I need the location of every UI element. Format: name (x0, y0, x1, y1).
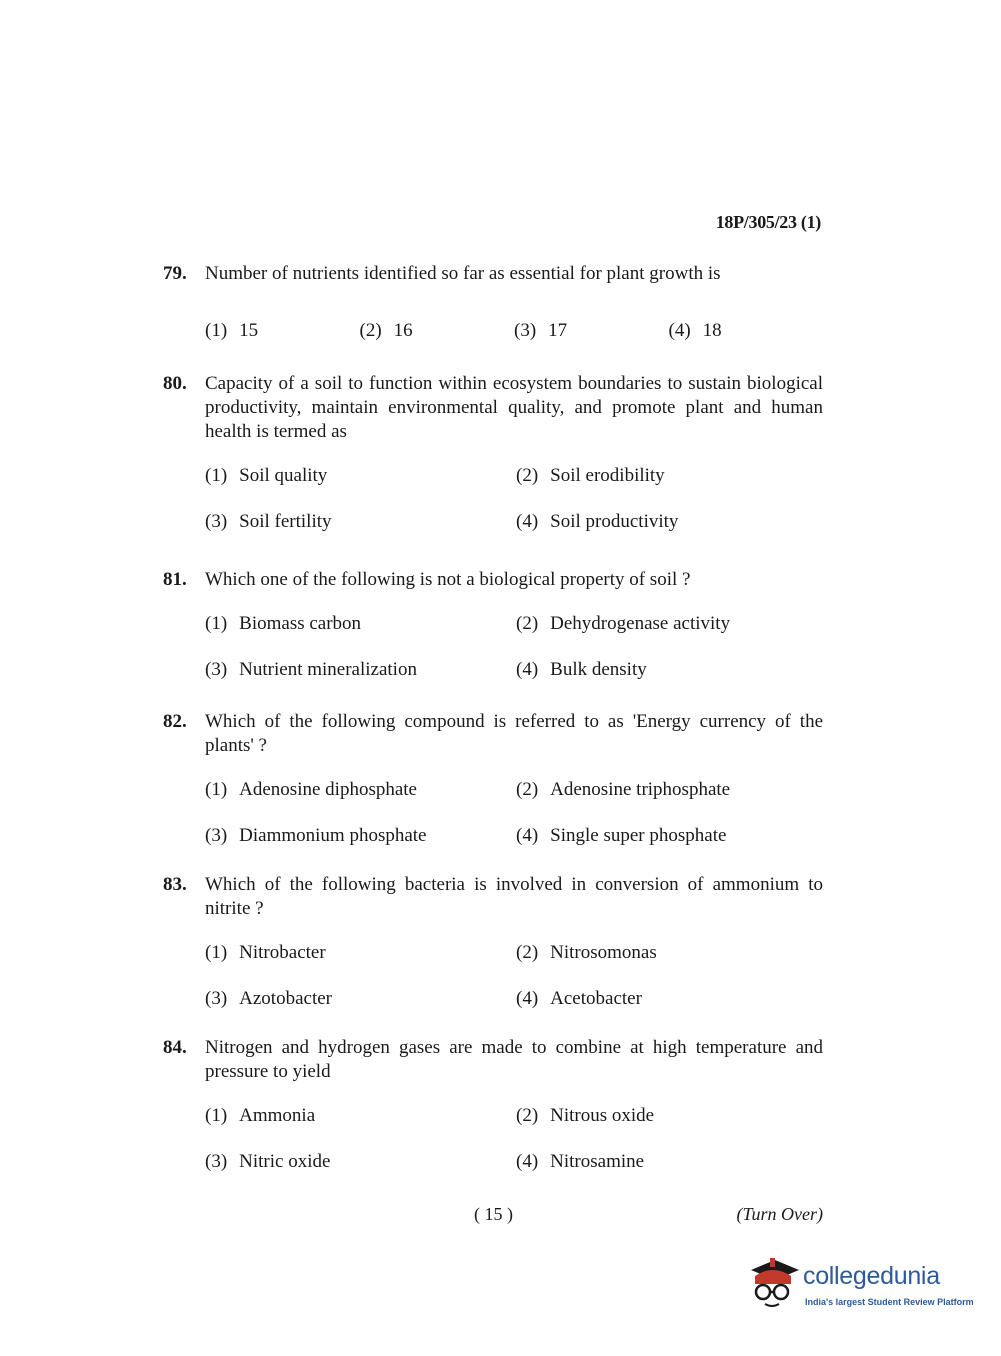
option-4: (4) Bulk density (516, 659, 647, 680)
turn-over-note: (Turn Over) (736, 1204, 823, 1224)
option-2: (2) Soil erodibility (516, 465, 665, 486)
options (205, 464, 823, 534)
option-3: (3) Nitric oxide (205, 1151, 331, 1172)
question-81 (163, 568, 823, 682)
option-4: (4) Single super phosphate (516, 825, 727, 846)
option-2: (2) Nitrosomonas (516, 942, 657, 963)
options (205, 1104, 823, 1174)
logo-wordmark: collegedunia (803, 1262, 940, 1290)
option-1: (1) 15 (205, 320, 259, 341)
options (205, 612, 823, 682)
option-3: (3) 17 (514, 320, 568, 341)
question-84 (163, 1036, 823, 1174)
option-1: (1) Soil quality (205, 465, 328, 486)
option-1: (1) Biomass carbon (205, 613, 362, 634)
option-1: (1) Adenosine diphosphate (205, 779, 417, 800)
option-3: (3) Soil fertility (205, 511, 332, 532)
question-80 (163, 372, 823, 534)
question-number: 84. (163, 1037, 187, 1058)
question-number: 81. (163, 569, 187, 590)
question-number: 82. (163, 711, 187, 732)
options (205, 941, 823, 1011)
paper-code: 18P/305/23 (1) (715, 212, 821, 232)
question-text: Which of the following compound is referred to as 'Energy currency of the plants' ? (205, 711, 823, 756)
question-text: Which one of the following is not a biological property of soil ? (205, 569, 691, 590)
option-3: (3) Azotobacter (205, 988, 332, 1009)
question-number: 79. (163, 263, 187, 284)
mascot-icon (745, 1256, 801, 1312)
option-1: (1) Ammonia (205, 1105, 316, 1126)
question-79 (163, 262, 823, 342)
logo-tagline: India's largest Student Review Platform (805, 1297, 974, 1307)
option-1: (1) Nitrobacter (205, 942, 326, 963)
option-3: (3) Nutrient mineralization (205, 659, 417, 680)
question-number: 83. (163, 874, 187, 895)
option-4: (4) Nitrosamine (516, 1151, 645, 1172)
options (205, 320, 823, 342)
option-2: (2) Dehydrogenase activity (516, 613, 731, 634)
question-text: Which of the following bacteria is involved in conversion of ammonium to nitrite ? (205, 874, 823, 919)
option-4: (4) Soil productivity (516, 511, 679, 532)
option-2: (2) 16 (359, 320, 413, 341)
page-number: ( 15 ) (474, 1204, 513, 1224)
option-4: (4) 18 (668, 320, 722, 341)
question-number: 80. (163, 373, 187, 394)
collegedunia-logo[interactable] (745, 1256, 974, 1316)
question-text: Number of nutrients identified so far as essential for plant growth is (205, 263, 721, 284)
option-2: (2) Adenosine triphosphate (516, 779, 731, 800)
option-3: (3) Diammonium phosphate (205, 825, 427, 846)
option-4: (4) Acetobacter (516, 988, 642, 1009)
question-text: Nitrogen and hydrogen gases are made to combine at high temperature and pressure to yield (205, 1037, 823, 1082)
options (205, 778, 823, 848)
option-2: (2) Nitrous oxide (516, 1105, 655, 1126)
question-82 (163, 710, 823, 848)
question-text: Capacity of a soil to function within ecosystem boundaries to sustain biological productivity, maintain environmental quality, and promote plant and human health is termed as (205, 373, 823, 442)
question-83 (163, 873, 823, 1011)
